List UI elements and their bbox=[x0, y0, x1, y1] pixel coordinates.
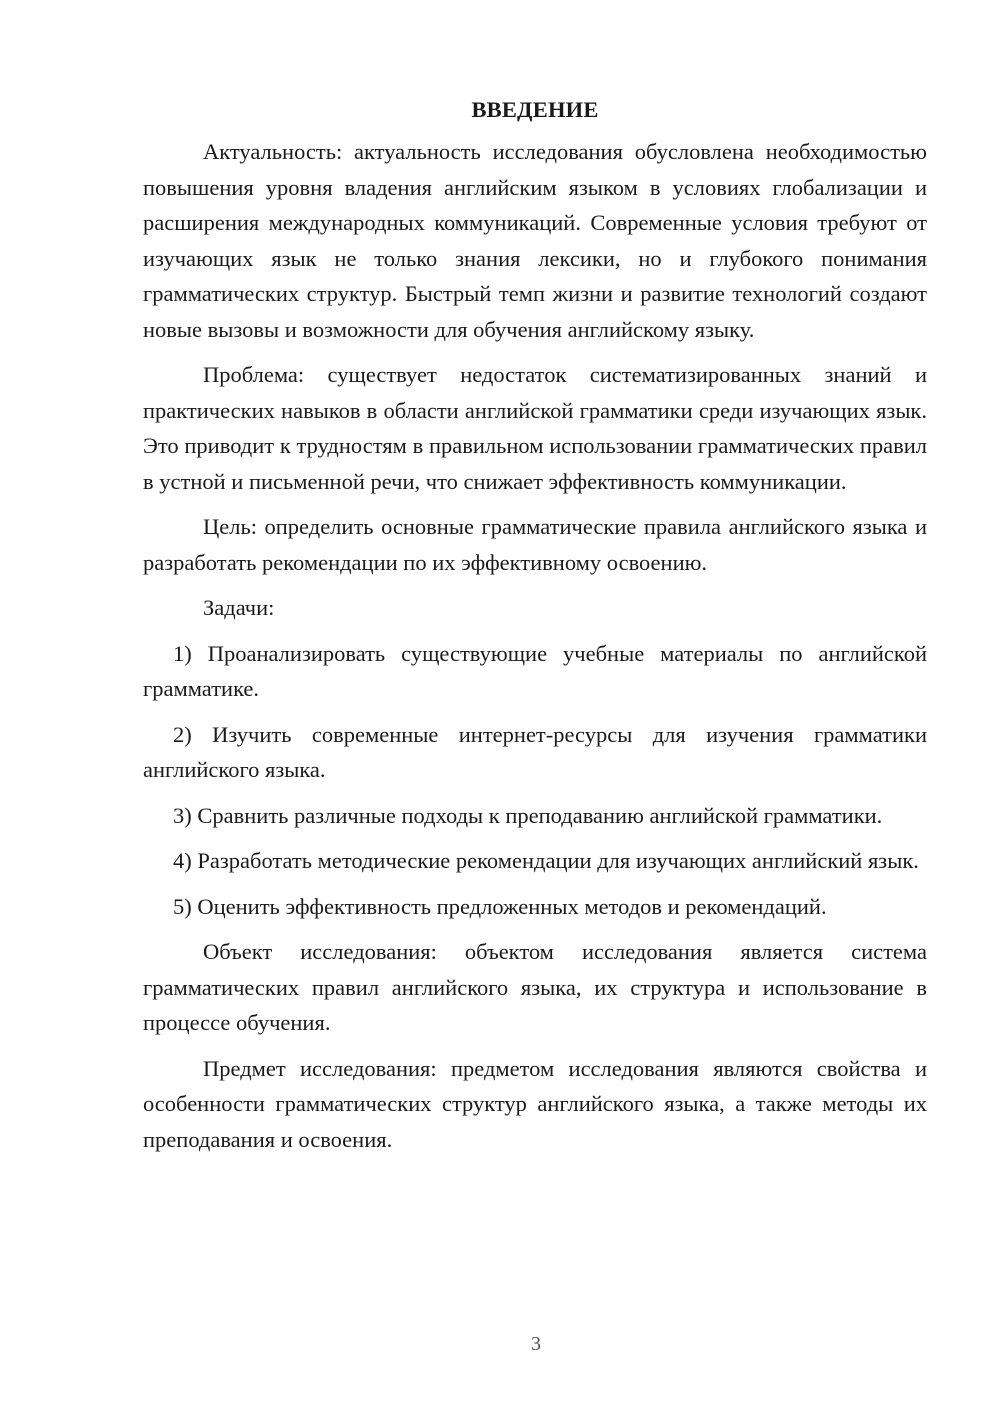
task-item: 2) Изучить современные интернет-ресурсы для изучения грамматики английского языка. bbox=[143, 721, 927, 782]
task-item: 5) Оценить эффективность предложенных методов и рекомендаций. bbox=[173, 893, 827, 919]
task-item: 1) Проанализировать существующие учебные материалы по английской грамматике. bbox=[143, 640, 927, 701]
paragraph-subject: Предмет исследования: предметом исследования являются свойства и особенности грамматических структур английского языка, а также методы их преподавания и освоения. bbox=[143, 1055, 927, 1152]
tasks-heading: Задачи: bbox=[203, 595, 275, 620]
paragraph-object: Объект исследования: объектом исследования является система грамматических правил английского языка, их структура и использование в процессе обучения. bbox=[143, 939, 927, 1035]
paragraph-problem: Проблема: существует недостаток систематизированных знаний и практических навыков в области английской грамматики среди изучающих язык. Это приводит к трудностям в правильном использовании грамматических правил в устной и письменной речи, что снижает эффективность коммуникации. bbox=[143, 362, 927, 494]
section-title: ВВЕДЕНИЕ bbox=[471, 97, 599, 122]
paragraph-goal: Цель: определить основные грамматические правила английского языка и разработать рекомендации по их эффективному освоению. bbox=[143, 514, 927, 575]
task-item: 4) Разработать методические рекомендации для изучающих английский язык. bbox=[173, 848, 919, 873]
paragraph-relevance: Актуальность: актуальность исследования обусловлена необходимостью повышения уровня владения английским языком в условиях глобализации и расширения международных коммуникаций. Современные условия требуют от изучающих язык не только знания лексики, но и глубокого понимания грамматических структур. Быстрый темп жизни и развитие технологий создают новые вызовы и возможности для обучения английскому языку. bbox=[143, 139, 927, 342]
task-item: 3) Сравнить различные подходы к преподаванию английской грамматики. bbox=[173, 802, 883, 828]
page-number: 3 bbox=[531, 1333, 541, 1355]
page-content bbox=[143, 96, 927, 1167]
